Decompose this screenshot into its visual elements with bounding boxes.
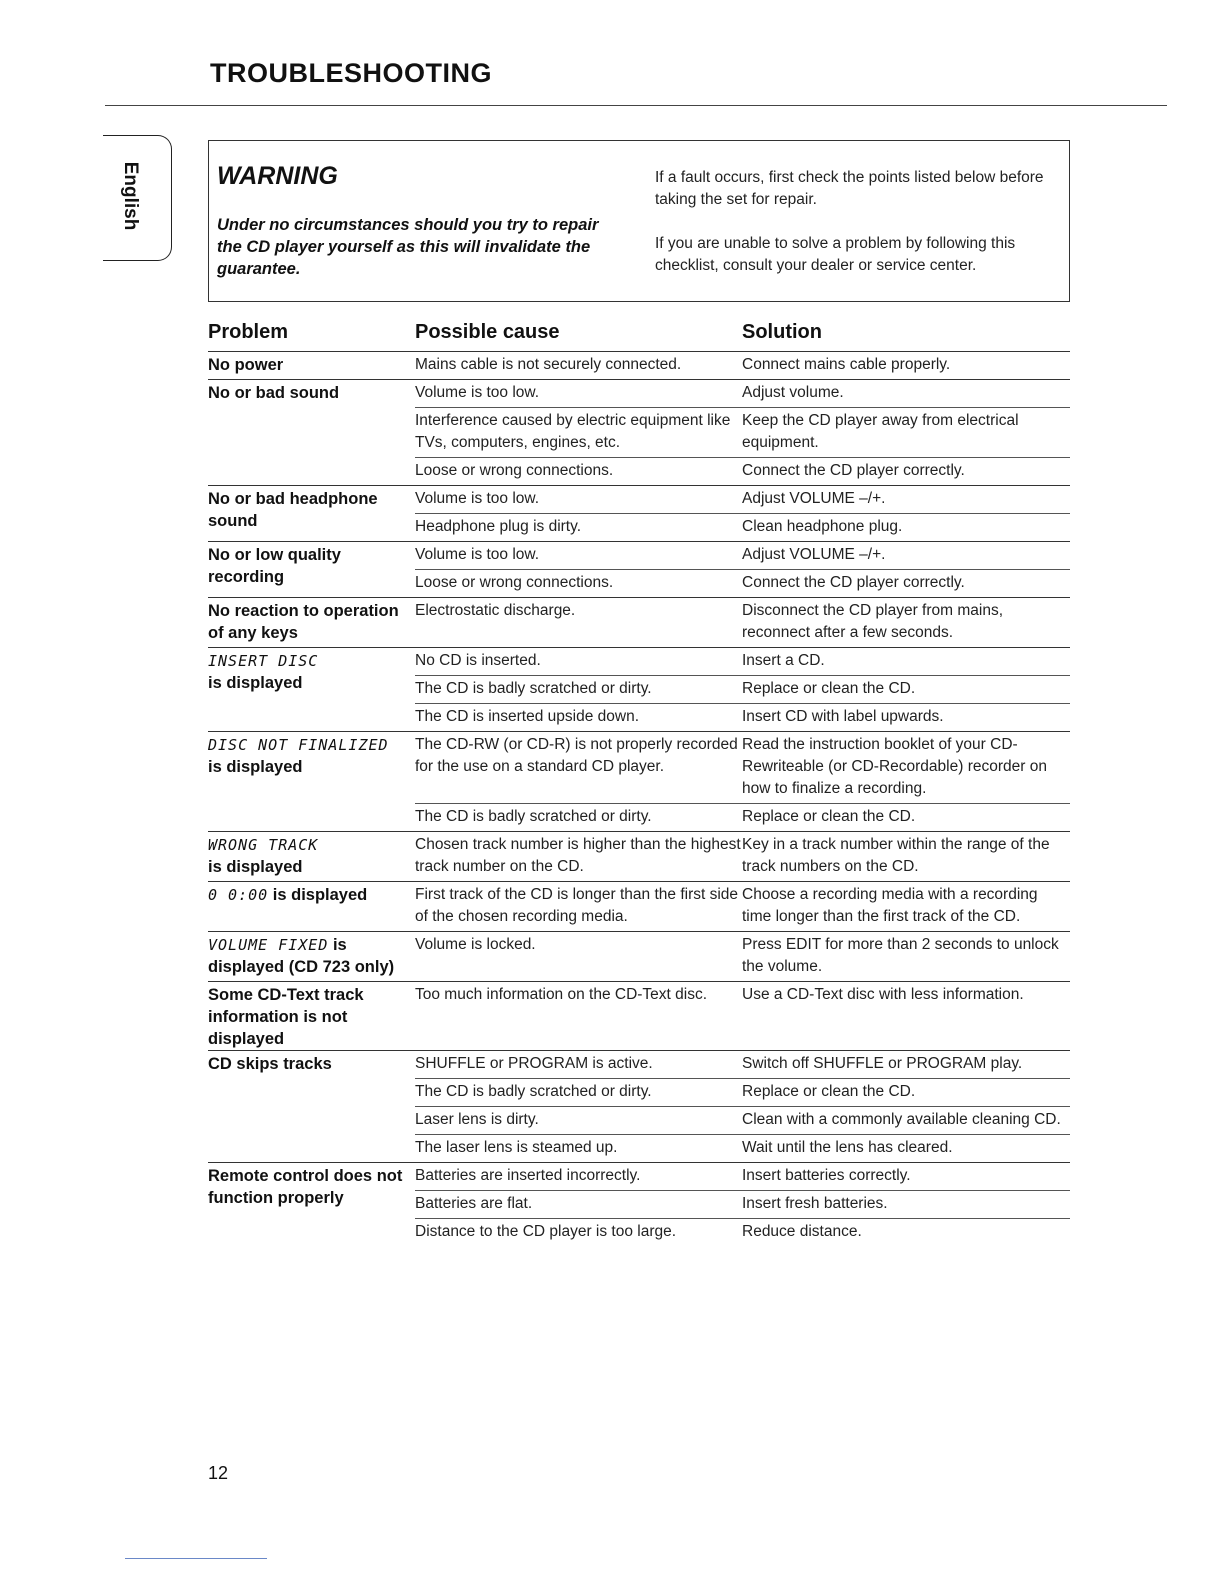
problem-group xyxy=(208,647,1070,731)
cause-cell: Interference caused by electric equipment like TVs, computers, engines, etc. xyxy=(415,412,731,451)
solution-cell: Insert batteries correctly. xyxy=(742,1167,911,1184)
problem-group xyxy=(208,485,1070,541)
problem-cell xyxy=(208,542,415,597)
table-row xyxy=(415,1218,1070,1246)
cause-cell: The laser lens is steamed up. xyxy=(415,1139,618,1156)
solution-cell: Use a CD-Text disc with less information. xyxy=(742,986,1024,1003)
problem-group xyxy=(208,831,1070,881)
cause-cell: The CD is inserted upside down. xyxy=(415,708,640,725)
problem-text: No or bad sound xyxy=(208,384,340,402)
table-row xyxy=(415,675,1070,703)
solution-cell: Disconnect the CD player from mains, reconnect after a few seconds. xyxy=(742,602,1004,641)
table-row xyxy=(415,1106,1070,1134)
table-row xyxy=(415,542,1070,569)
solution-cell: Clean headphone plug. xyxy=(742,518,903,535)
cause-cell: Chosen track number is higher than the highest track number on the CD. xyxy=(415,836,741,875)
cause-cell: Too much information on the CD-Text disc. xyxy=(415,986,708,1003)
solution-cell: Reduce distance. xyxy=(742,1223,862,1240)
solution-cell: Wait until the lens has cleared. xyxy=(742,1139,953,1156)
problem-group xyxy=(208,597,1070,647)
solution-cell: Insert a CD. xyxy=(742,652,825,669)
cause-cell: Laser lens is dirty. xyxy=(415,1111,539,1128)
cause-cell: The CD is badly scratched or dirty. xyxy=(415,1083,652,1100)
problem-cell xyxy=(208,982,415,1050)
cause-cell: Batteries are inserted incorrectly. xyxy=(415,1167,641,1184)
cause-cell: The CD is badly scratched or dirty. xyxy=(415,680,652,697)
solution-cell: Connect the CD player correctly. xyxy=(742,574,965,591)
cause-cell: Headphone plug is dirty. xyxy=(415,518,582,535)
table-row xyxy=(415,832,1070,881)
cause-cell: Mains cable is not securely connected. xyxy=(415,356,682,373)
table-row xyxy=(415,982,1070,1009)
cause-cell: Volume is too low. xyxy=(415,384,540,401)
table-row xyxy=(415,569,1070,597)
solution-cell: Replace or clean the CD. xyxy=(742,680,916,697)
problem-text: is displayed xyxy=(208,674,303,692)
table-row xyxy=(415,882,1070,931)
lcd-message: WRONG TRACK xyxy=(208,836,319,854)
header-problem: Problem xyxy=(208,321,289,343)
solution-cell: Keep the CD player away from electrical equipment. xyxy=(742,412,1019,451)
problem-cell xyxy=(208,1163,415,1246)
problem-cell xyxy=(208,486,415,541)
problem-text: Remote control does not function properly xyxy=(208,1167,403,1207)
table-row xyxy=(415,1134,1070,1162)
cause-cell: Loose or wrong connections. xyxy=(415,462,614,479)
cause-cell: Loose or wrong connections. xyxy=(415,574,614,591)
problem-group xyxy=(208,731,1070,831)
problem-text: is displayed xyxy=(272,886,368,904)
problem-cell xyxy=(208,352,415,379)
lcd-message: INSERT DISC xyxy=(208,652,319,670)
solution-cell: Clean with a commonly available cleaning CD. xyxy=(742,1111,1061,1128)
solution-cell: Choose a recording media with a recording time longer than the first track of the CD. xyxy=(742,886,1038,925)
table-row xyxy=(415,486,1070,513)
cause-cell: The CD-RW (or CD-R) is not properly recorded for the use on a standard CD player. xyxy=(415,736,738,775)
table-row xyxy=(415,1051,1070,1078)
cause-cell: No CD is inserted. xyxy=(415,652,541,669)
table-row xyxy=(415,732,1070,803)
table-row xyxy=(415,407,1070,457)
table-row xyxy=(415,1163,1070,1190)
solution-cell: Connect mains cable properly. xyxy=(742,356,951,373)
cause-cell: Electrostatic discharge. xyxy=(415,602,576,619)
table-row xyxy=(415,380,1070,407)
solution-cell: Adjust VOLUME –/+. xyxy=(742,490,886,507)
problem-text: Some CD-Text track information is not displayed xyxy=(208,986,364,1048)
cause-cell: Volume is too low. xyxy=(415,490,540,507)
problem-text: is displayed (CD 723 only) xyxy=(208,936,395,976)
footer-rule xyxy=(125,1558,267,1559)
lcd-message: DISC NOT FINALIZED xyxy=(208,736,389,754)
table-row xyxy=(415,648,1070,675)
intro-paragraph-1: If a fault occurs, first check the points listed below before taking the set for repair. xyxy=(655,169,1044,208)
solution-cell: Connect the CD player correctly. xyxy=(742,462,965,479)
cause-cell: First track of the CD is longer than the first side of the chosen recording media. xyxy=(415,886,739,925)
language-tab-label: English xyxy=(120,161,141,231)
table-row xyxy=(415,932,1070,981)
header-solution: Solution xyxy=(742,321,822,343)
solution-cell: Press EDIT for more than 2 seconds to unlock the volume. xyxy=(742,936,1059,975)
problem-text: is displayed xyxy=(208,858,303,876)
problem-group xyxy=(208,351,1070,379)
solution-cell: Adjust volume. xyxy=(742,384,844,401)
table-row xyxy=(415,457,1070,485)
table-row xyxy=(415,803,1070,831)
problem-cell xyxy=(208,380,415,485)
header-possible-cause: Possible cause xyxy=(415,321,560,343)
cause-cell: The CD is badly scratched or dirty. xyxy=(415,808,652,825)
problem-text: No reaction to operation of any keys xyxy=(208,602,399,642)
problem-text: is displayed xyxy=(208,758,303,776)
lcd-message: VOLUME FIXED xyxy=(208,936,329,954)
solution-cell: Replace or clean the CD. xyxy=(742,808,916,825)
problem-text: No or bad headphone sound xyxy=(208,490,378,530)
table-row xyxy=(415,1078,1070,1106)
problem-group xyxy=(208,931,1070,981)
table-row xyxy=(415,598,1070,647)
problem-text: No power xyxy=(208,356,284,374)
cause-cell: Volume is too low. xyxy=(415,546,540,563)
problem-group xyxy=(208,1050,1070,1162)
problem-cell xyxy=(208,882,415,931)
problem-cell xyxy=(208,598,415,647)
cause-cell: Batteries are flat. xyxy=(415,1195,533,1212)
solution-cell: Adjust VOLUME –/+. xyxy=(742,546,886,563)
problem-group xyxy=(208,881,1070,931)
problem-cell xyxy=(208,932,415,981)
header-divider xyxy=(105,105,1167,106)
warning-text: Under no circumstances should you try to repair the CD player yourself as this will invalidate the guarantee. xyxy=(217,216,599,278)
table-header xyxy=(208,321,1070,351)
problem-text: No or low quality recording xyxy=(208,546,341,586)
cause-cell: Distance to the CD player is too large. xyxy=(415,1223,677,1240)
page-number: 12 xyxy=(208,1463,229,1483)
table-row xyxy=(415,703,1070,731)
problem-text: CD skips tracks xyxy=(208,1055,332,1073)
page-title: TROUBLESHOOTING xyxy=(210,58,492,88)
problem-cell xyxy=(208,648,415,731)
warning-heading: WARNING xyxy=(217,162,338,190)
problem-group xyxy=(208,1162,1070,1246)
problem-group xyxy=(208,981,1070,1050)
intro-paragraph-2: If you are unable to solve a problem by following this checklist, consult your dealer or service center. xyxy=(655,235,1016,274)
solution-cell: Insert CD with label upwards. xyxy=(742,708,944,725)
lcd-message: 0 0:00 xyxy=(208,886,269,904)
table-row xyxy=(415,1190,1070,1218)
problem-group xyxy=(208,379,1070,485)
cause-cell: SHUFFLE or PROGRAM is active. xyxy=(415,1055,653,1072)
solution-cell: Insert fresh batteries. xyxy=(742,1195,888,1212)
problem-group xyxy=(208,541,1070,597)
table-row xyxy=(415,513,1070,541)
problem-cell xyxy=(208,832,415,881)
solution-cell: Replace or clean the CD. xyxy=(742,1083,916,1100)
table-row xyxy=(415,352,1070,379)
solution-cell: Key in a track number within the range of the track numbers on the CD. xyxy=(742,836,1050,875)
problem-cell xyxy=(208,732,415,831)
problem-cell xyxy=(208,1051,415,1162)
solution-cell: Switch off SHUFFLE or PROGRAM play. xyxy=(742,1055,1023,1072)
cause-cell: Volume is locked. xyxy=(415,936,536,953)
solution-cell: Read the instruction booklet of your CD-Rewriteable (or CD-Recordable) recorder on how to finalize a recording. xyxy=(742,736,1047,797)
table-body xyxy=(208,351,1070,1246)
troubleshooting-table xyxy=(208,321,1070,1246)
